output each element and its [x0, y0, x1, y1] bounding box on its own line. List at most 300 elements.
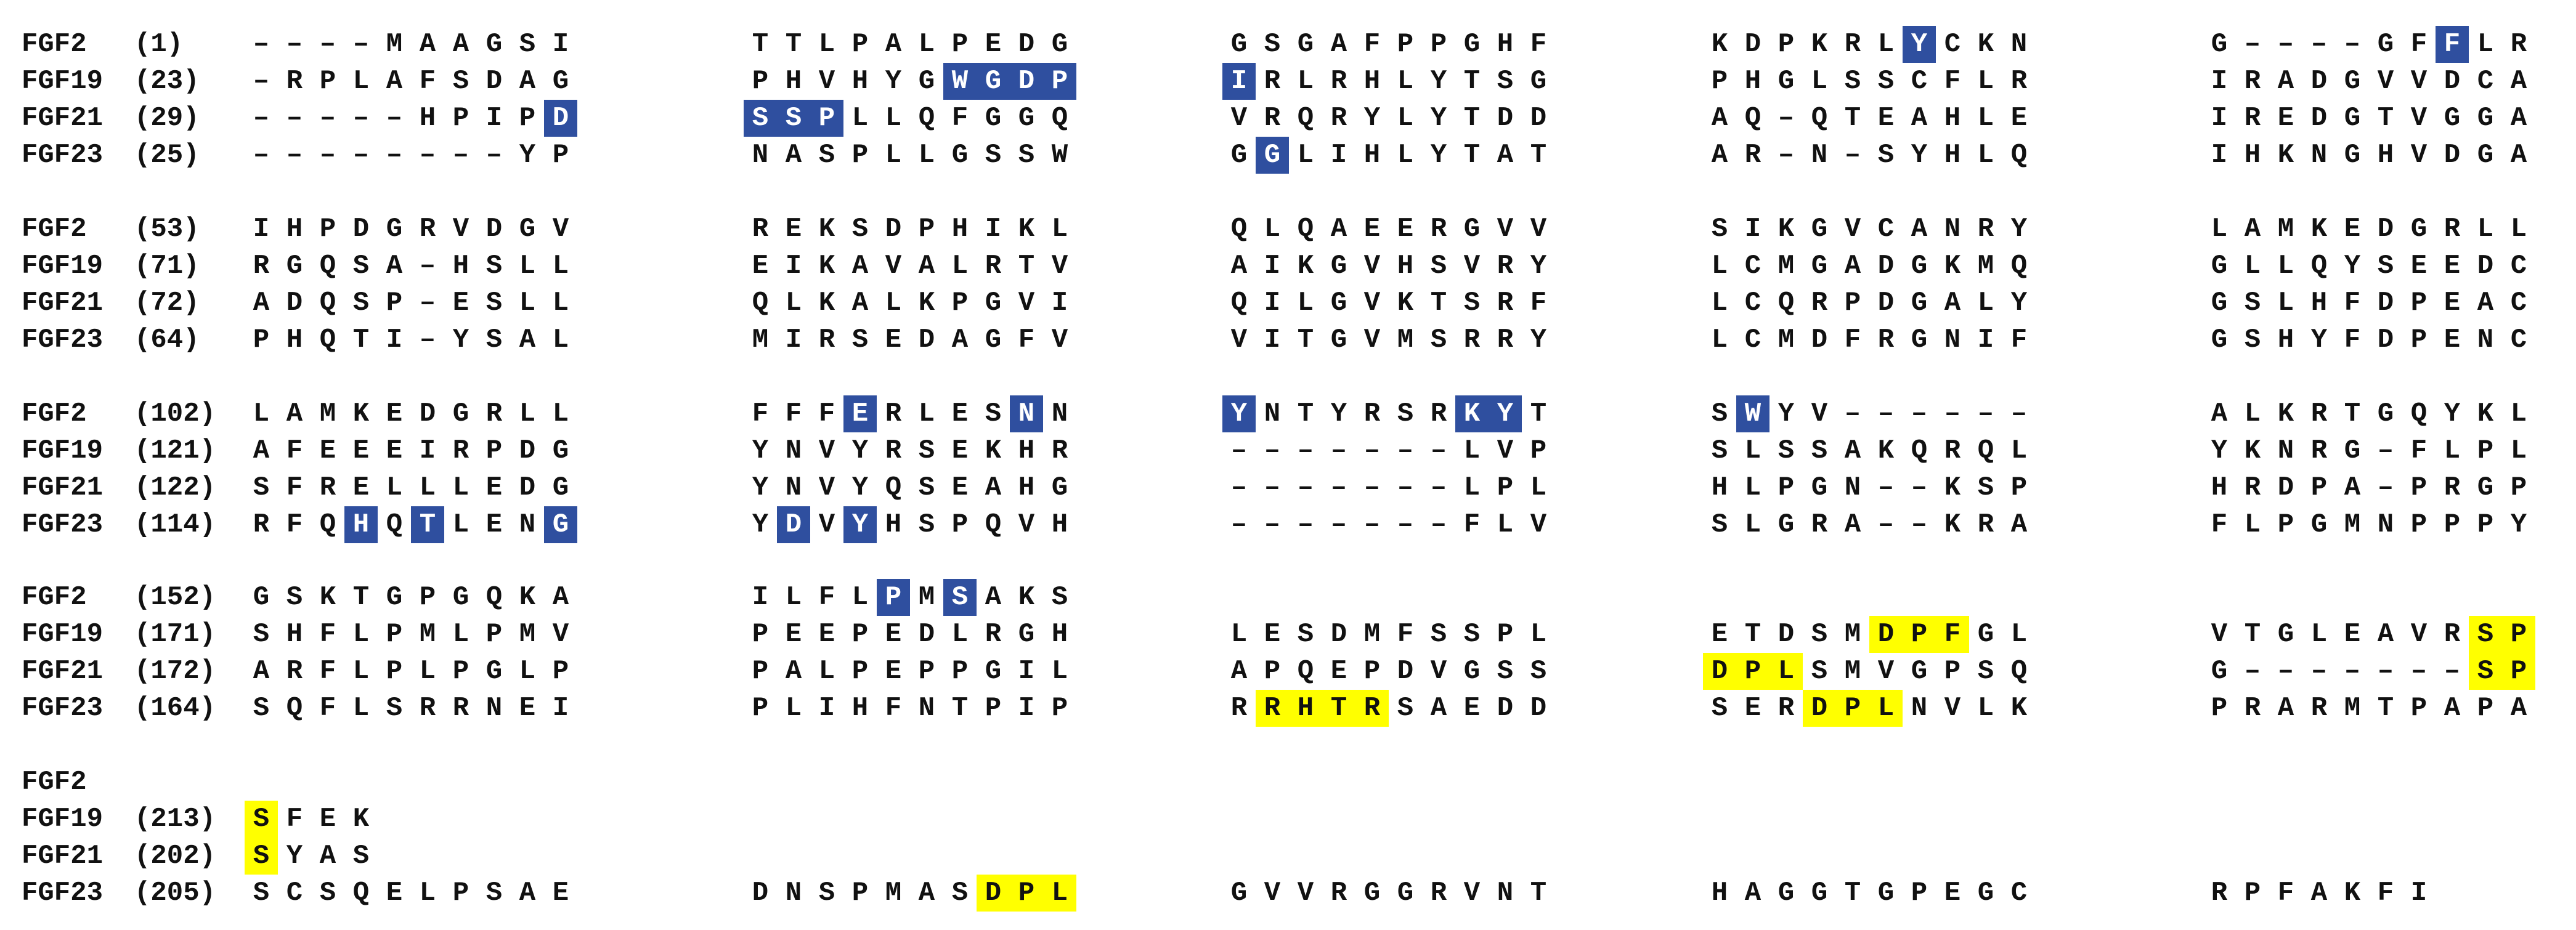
- residue: E: [1744, 693, 1761, 724]
- residue: G: [2277, 619, 2294, 650]
- residue: P: [851, 140, 869, 171]
- residue: T: [1744, 619, 1761, 650]
- residue-highlight-blue: D: [1010, 63, 1043, 100]
- residue-highlight-yellow: P: [2502, 616, 2535, 653]
- residue: E: [885, 656, 902, 687]
- residue: R: [419, 693, 436, 724]
- residue: L: [885, 103, 902, 134]
- residue: Y: [851, 472, 869, 503]
- residue: I: [1264, 325, 1281, 355]
- residue: C: [1877, 214, 1895, 245]
- residue: Q: [1230, 288, 1248, 318]
- residue-highlight-blue: F: [2436, 26, 2469, 63]
- residue: G: [1330, 325, 1347, 355]
- residue: R: [2310, 398, 2328, 429]
- residue: I: [1264, 251, 1281, 281]
- residue: D: [1497, 693, 1514, 724]
- residue: Q: [2310, 251, 2328, 281]
- residue: G: [1778, 509, 1795, 540]
- residue: S: [1018, 140, 1035, 171]
- residue: E: [2444, 288, 2461, 318]
- residue: T: [1463, 66, 1481, 97]
- residue: I: [552, 29, 569, 60]
- residue: A: [2277, 66, 2294, 97]
- residue: E: [2010, 103, 2028, 134]
- residue: D: [519, 472, 536, 503]
- residue: D: [752, 878, 769, 908]
- sequence-name: FGF2: [22, 398, 87, 429]
- residue: N: [1497, 878, 1514, 908]
- residue: R: [885, 398, 902, 429]
- residue: M: [918, 582, 935, 613]
- residue: F: [1463, 509, 1481, 540]
- residue: P: [486, 435, 503, 466]
- residue: A: [452, 29, 469, 60]
- residue: S: [1711, 435, 1728, 466]
- residue: G: [2444, 103, 2461, 134]
- residue: E: [2444, 251, 2461, 281]
- residue: R: [985, 251, 1002, 281]
- residue: S: [1711, 693, 1728, 724]
- residue: V: [1530, 509, 1547, 540]
- residue: Q: [1778, 288, 1795, 318]
- residue: C: [1744, 325, 1761, 355]
- sequence-name: FGF23: [22, 509, 104, 540]
- residue: L: [885, 288, 902, 318]
- residue: L: [1977, 288, 1994, 318]
- alignment-gap: –: [2310, 656, 2328, 687]
- alignment-gap: –: [319, 140, 336, 171]
- residue: G: [1811, 251, 1828, 281]
- residue: F: [319, 619, 336, 650]
- residue-highlight-yellow: P: [1736, 653, 1769, 690]
- residue: L: [785, 582, 802, 613]
- residue: E: [951, 472, 969, 503]
- residue: N: [1944, 214, 1961, 245]
- residue: V: [2211, 619, 2228, 650]
- residue: S: [1877, 140, 1895, 171]
- residue-highlight-blue: D: [777, 506, 810, 543]
- residue-highlight-yellow: P: [1010, 875, 1043, 912]
- residue: D: [2310, 66, 2328, 97]
- residue: A: [286, 398, 303, 429]
- residue: D: [918, 619, 935, 650]
- residue: S: [452, 66, 469, 97]
- residue: I: [1330, 140, 1347, 171]
- residue: G: [2344, 103, 2361, 134]
- residue: C: [2477, 66, 2494, 97]
- residue: M: [1363, 619, 1381, 650]
- residue: G: [386, 214, 403, 245]
- residue: R: [286, 656, 303, 687]
- residue: A: [2310, 878, 2328, 908]
- alignment-gap: –: [1397, 472, 1414, 503]
- residue: T: [1430, 288, 1447, 318]
- residue: G: [552, 472, 569, 503]
- residue: P: [2410, 325, 2428, 355]
- residue: V: [1430, 656, 1447, 687]
- residue: S: [486, 878, 503, 908]
- residue: P: [419, 582, 436, 613]
- residue: D: [2477, 251, 2494, 281]
- residue: G: [1330, 251, 1347, 281]
- residue: D: [2444, 140, 2461, 171]
- residue: L: [1397, 103, 1414, 134]
- residue: S: [1711, 398, 1728, 429]
- alignment-gap: –: [286, 103, 303, 134]
- residue: S: [1297, 619, 1314, 650]
- residue: K: [918, 288, 935, 318]
- residue: Y: [1530, 325, 1547, 355]
- alignment-gap: –: [1297, 435, 1314, 466]
- residue: T: [951, 693, 969, 724]
- residue: F: [286, 472, 303, 503]
- residue: E: [752, 251, 769, 281]
- residue: P: [1051, 693, 1068, 724]
- alignment-gap: –: [253, 29, 270, 60]
- residue: N: [486, 693, 503, 724]
- residue: P: [2477, 693, 2494, 724]
- residue: S: [352, 288, 370, 318]
- residue: P: [985, 693, 1002, 724]
- residue: Y: [2444, 398, 2461, 429]
- residue: S: [985, 398, 1002, 429]
- residue: H: [2310, 288, 2328, 318]
- sequence-name: FGF2: [22, 767, 87, 798]
- residue: P: [552, 656, 569, 687]
- residue: Q: [286, 693, 303, 724]
- residue: F: [2010, 325, 2028, 355]
- residue: R: [1330, 878, 1347, 908]
- residue: Q: [319, 251, 336, 281]
- residue: N: [752, 140, 769, 171]
- sequence-name: FGF19: [22, 619, 104, 650]
- residue: P: [1497, 472, 1514, 503]
- residue: G: [1911, 325, 1928, 355]
- residue: H: [2244, 140, 2261, 171]
- residue-highlight-yellow: P: [1836, 690, 1869, 727]
- residue: L: [2477, 29, 2494, 60]
- residue: F: [319, 693, 336, 724]
- residue: G: [2377, 398, 2394, 429]
- residue: H: [851, 693, 869, 724]
- alignment-gap: –: [2377, 472, 2394, 503]
- residue: D: [885, 214, 902, 245]
- residue: Y: [1778, 398, 1795, 429]
- residue: V: [1944, 693, 1961, 724]
- residue: I: [386, 325, 403, 355]
- residue: D: [2377, 325, 2394, 355]
- residue-highlight-blue: G: [977, 63, 1010, 100]
- residue: G: [452, 582, 469, 613]
- residue-highlight-yellow: S: [2469, 616, 2502, 653]
- residue: T: [1018, 251, 1035, 281]
- residue: L: [352, 66, 370, 97]
- residue: R: [1363, 398, 1381, 429]
- residue: G: [1051, 29, 1068, 60]
- residue-highlight-blue: S: [744, 100, 777, 137]
- residue: E: [1877, 103, 1895, 134]
- residue: K: [2244, 435, 2261, 466]
- sequence-name: FGF2: [22, 29, 87, 60]
- residue: R: [2444, 472, 2461, 503]
- residue: L: [419, 656, 436, 687]
- residue: V: [818, 472, 835, 503]
- residue: E: [785, 619, 802, 650]
- residue: K: [1778, 214, 1795, 245]
- residue: P: [2277, 509, 2294, 540]
- residue: R: [286, 66, 303, 97]
- residue-highlight-blue: W: [1736, 395, 1769, 432]
- residue: E: [951, 435, 969, 466]
- residue: D: [419, 398, 436, 429]
- residue-start-number: (121): [134, 435, 216, 466]
- residue: F: [1844, 325, 1861, 355]
- residue: M: [2344, 509, 2361, 540]
- residue: A: [1844, 251, 1861, 281]
- alignment-gap: –: [1877, 509, 1895, 540]
- alignment-gap: –: [1330, 509, 1347, 540]
- residue: V: [2410, 619, 2428, 650]
- residue: L: [851, 103, 869, 134]
- residue: D: [2444, 66, 2461, 97]
- residue: K: [1397, 288, 1414, 318]
- residue: Q: [1744, 103, 1761, 134]
- residue: L: [918, 140, 935, 171]
- residue: E: [352, 472, 370, 503]
- residue: F: [2344, 325, 2361, 355]
- residue: Q: [885, 472, 902, 503]
- residue: Y: [2211, 435, 2228, 466]
- residue: T: [1530, 878, 1547, 908]
- residue: G: [1778, 66, 1795, 97]
- residue: Q: [319, 325, 336, 355]
- residue: S: [253, 472, 270, 503]
- residue: R: [1877, 325, 1895, 355]
- residue: E: [885, 619, 902, 650]
- residue-highlight-yellow: D: [1803, 690, 1836, 727]
- residue: N: [519, 509, 536, 540]
- residue: E: [818, 619, 835, 650]
- residue: E: [1711, 619, 1728, 650]
- residue: K: [2010, 693, 2028, 724]
- residue: K: [352, 804, 370, 835]
- residue: Q: [752, 288, 769, 318]
- residue: Q: [352, 878, 370, 908]
- residue: R: [1430, 878, 1447, 908]
- residue: F: [2211, 509, 2228, 540]
- residue: H: [1363, 66, 1381, 97]
- residue-highlight-blue: S: [777, 100, 810, 137]
- residue: G: [1977, 878, 1994, 908]
- residue: K: [2344, 878, 2361, 908]
- residue: T: [1297, 325, 1314, 355]
- residue: Y: [519, 140, 536, 171]
- residue: S: [985, 140, 1002, 171]
- residue: A: [918, 878, 935, 908]
- residue: R: [2510, 29, 2527, 60]
- residue: V: [818, 509, 835, 540]
- residue: A: [918, 251, 935, 281]
- residue: R: [419, 214, 436, 245]
- sequence-name: FGF19: [22, 435, 104, 466]
- residue: G: [2211, 29, 2228, 60]
- alignment-gap: –: [419, 251, 436, 281]
- residue: P: [552, 140, 569, 171]
- residue: G: [1977, 619, 1994, 650]
- residue: Q: [486, 582, 503, 613]
- residue: I: [1977, 325, 1994, 355]
- residue: T: [1530, 398, 1547, 429]
- alignment-gap: –: [1264, 435, 1281, 466]
- residue: S: [1430, 325, 1447, 355]
- alignment-gap: –: [2010, 398, 2028, 429]
- residue: S: [486, 325, 503, 355]
- residue: K: [1944, 509, 1961, 540]
- alignment-gap: –: [1877, 398, 1895, 429]
- residue: A: [2510, 66, 2527, 97]
- residue: E: [1944, 878, 1961, 908]
- residue: I: [752, 582, 769, 613]
- residue: M: [1778, 251, 1795, 281]
- sequence-name: FGF19: [22, 66, 104, 97]
- residue: F: [752, 398, 769, 429]
- residue: L: [2510, 214, 2527, 245]
- residue-start-number: (114): [134, 509, 216, 540]
- residue: P: [2310, 472, 2328, 503]
- residue: S: [918, 509, 935, 540]
- residue: I: [1018, 693, 1035, 724]
- residue: L: [519, 656, 536, 687]
- residue: P: [752, 693, 769, 724]
- residue: T: [352, 325, 370, 355]
- residue: I: [785, 325, 802, 355]
- residue: P: [2477, 435, 2494, 466]
- residue: L: [1051, 656, 1068, 687]
- residue: S: [1811, 656, 1828, 687]
- residue: G: [2377, 29, 2394, 60]
- residue: E: [486, 472, 503, 503]
- residue: Q: [1297, 214, 1314, 245]
- residue: R: [253, 509, 270, 540]
- residue-highlight-yellow: L: [1869, 690, 1903, 727]
- residue: K: [1018, 214, 1035, 245]
- residue: L: [2277, 251, 2294, 281]
- residue-start-number: (152): [134, 582, 216, 613]
- residue: P: [1430, 29, 1447, 60]
- residue: C: [2510, 325, 2527, 355]
- residue: D: [286, 288, 303, 318]
- residue: G: [552, 66, 569, 97]
- residue: H: [1744, 66, 1761, 97]
- residue: R: [752, 214, 769, 245]
- residue: Y: [1911, 140, 1928, 171]
- residue: T: [1297, 398, 1314, 429]
- alignment-gap: –: [286, 140, 303, 171]
- residue: G: [1018, 619, 1035, 650]
- residue: M: [2277, 214, 2294, 245]
- residue: F: [818, 582, 835, 613]
- residue: K: [818, 251, 835, 281]
- residue: Y: [1430, 66, 1447, 97]
- alignment-gap: –: [1877, 472, 1895, 503]
- residue: D: [1397, 656, 1414, 687]
- residue: D: [1530, 103, 1547, 134]
- residue: G: [1363, 878, 1381, 908]
- alignment-gap: –: [1844, 398, 1861, 429]
- residue: A: [2510, 693, 2527, 724]
- residue: E: [1463, 693, 1481, 724]
- residue: L: [1711, 288, 1728, 318]
- alignment-gap: –: [2244, 656, 2261, 687]
- residue: H: [2377, 140, 2394, 171]
- alignment-gap: –: [1778, 103, 1795, 134]
- residue: Y: [2344, 251, 2361, 281]
- residue: I: [419, 435, 436, 466]
- alignment-gap: –: [1430, 509, 1447, 540]
- residue: V: [2377, 66, 2394, 97]
- residue: L: [951, 619, 969, 650]
- residue: R: [1264, 103, 1281, 134]
- residue-start-number: (102): [134, 398, 216, 429]
- residue: H: [1051, 619, 1068, 650]
- alignment-gap: –: [2310, 29, 2328, 60]
- residue-highlight-yellow: P: [1903, 616, 1936, 653]
- residue: G: [253, 582, 270, 613]
- residue: P: [253, 325, 270, 355]
- residue: L: [552, 251, 569, 281]
- residue: T: [2377, 103, 2394, 134]
- residue: F: [1944, 66, 1961, 97]
- alignment-gap: –: [253, 103, 270, 134]
- residue: G: [1911, 656, 1928, 687]
- residue: N: [2277, 435, 2294, 466]
- residue: V: [1264, 878, 1281, 908]
- residue: G: [2211, 656, 2228, 687]
- residue: G: [2344, 140, 2361, 171]
- residue-start-number: (205): [134, 878, 216, 908]
- residue: C: [2010, 878, 2028, 908]
- residue: P: [1497, 619, 1514, 650]
- alignment-gap: –: [486, 140, 503, 171]
- residue: N: [2010, 29, 2028, 60]
- residue: V: [1530, 214, 1547, 245]
- alignment-gap: –: [1844, 140, 1861, 171]
- residue: A: [2211, 398, 2228, 429]
- residue-start-number: (171): [134, 619, 216, 650]
- residue: G: [452, 398, 469, 429]
- residue: R: [2010, 66, 2028, 97]
- residue: V: [452, 214, 469, 245]
- residue-start-number: (172): [134, 656, 216, 687]
- residue: E: [785, 214, 802, 245]
- residue: G: [2310, 509, 2328, 540]
- residue: S: [486, 288, 503, 318]
- residue: P: [486, 619, 503, 650]
- residue: T: [1530, 140, 1547, 171]
- residue: Y: [1430, 103, 1447, 134]
- residue: S: [1811, 619, 1828, 650]
- residue: L: [1744, 509, 1761, 540]
- residue: R: [1744, 140, 1761, 171]
- residue: L: [1711, 325, 1728, 355]
- residue: G: [2211, 251, 2228, 281]
- residue-highlight-blue: H: [344, 506, 378, 543]
- residue: L: [2244, 509, 2261, 540]
- alignment-gap: –: [1430, 435, 1447, 466]
- residue: F: [1530, 29, 1547, 60]
- residue: D: [1018, 29, 1035, 60]
